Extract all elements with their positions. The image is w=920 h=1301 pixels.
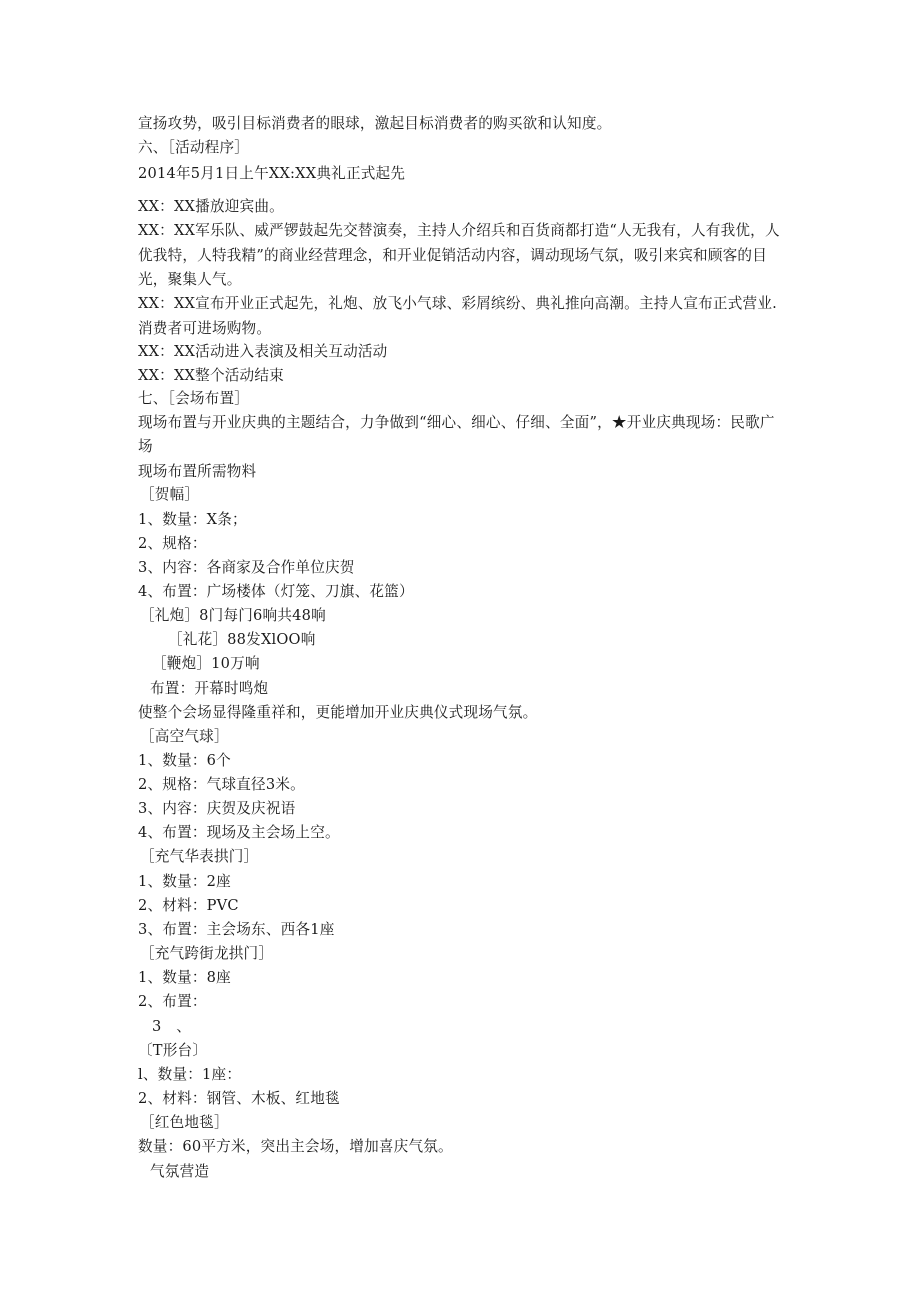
subheading: ［红色地毯］ <box>140 1114 229 1131</box>
subheading: ［贺幅］ <box>140 486 200 503</box>
list-item: 4、布置：现场及主会场上空。 <box>138 824 340 841</box>
list-item: l、数量：1座： <box>138 1066 242 1083</box>
subheading: 〔T形台〕 <box>138 1042 208 1059</box>
list-item: 2、规格：气球直径3米。 <box>138 776 305 793</box>
schedule-line: XX：XX播放迎宾曲。 <box>138 198 284 215</box>
list-item: 4、布置：广场楼体（灯笼、刀旗、花篮） <box>138 583 414 600</box>
list-item: 3、内容：庆贺及庆祝语 <box>138 800 296 817</box>
subheading: ［高空气球］ <box>140 728 229 745</box>
subheading: ［鞭炮］10万响 <box>152 655 260 672</box>
list-item: 1、数量：X条； <box>138 511 247 528</box>
subheading: ［充气跨街龙拱门］ <box>140 945 274 962</box>
schedule-paragraph: XX：XX军乐队、威严锣鼓起先交替演奏，主持人介绍兵和百货商都打造“人无我有，人有我优，人优我特，人特我精”的商业经营理念，和开业促销活动内容，调动现场气氛，吸引来宾和顾客的目光，聚集人气。 <box>138 222 780 288</box>
paragraph-line: 宣扬攻势，吸引目标消费者的眼球，激起目标消费者的购买欲和认知度。 <box>138 115 612 132</box>
list-item: 2、材料：钢管、木板、红地毯 <box>138 1090 340 1107</box>
list-item: 1、数量：8座 <box>138 969 231 986</box>
list-item: 1、数量：6个 <box>138 752 231 769</box>
section-heading-activity-program: 六、［活动程序］ <box>138 139 250 156</box>
section-heading-venue-layout: 七、［会场布置］ <box>138 390 250 407</box>
paragraph: 现场布置与开业庆典的主题结合，力争做到“细心、细心、仔细、全面”，★开业庆典现场：民歌广场 <box>138 414 775 455</box>
subheading: ［充气华表拱门］ <box>140 848 259 865</box>
paragraph-line: 气氛营造 <box>150 1163 210 1180</box>
schedule-line: XX：XX活动进入表演及相关互动活动 <box>138 343 388 360</box>
paragraph-line: 布置：开幕时鸣炮 <box>150 680 269 697</box>
list-item: 3 、 <box>152 1018 192 1035</box>
subheading: ［礼炮］8门每门6响共48响 <box>140 607 326 624</box>
list-item: 3、内容：各商家及合作单位庆贺 <box>138 559 355 576</box>
paragraph-line: 数量：60平方米，突出主会场，增加喜庆气氛。 <box>138 1138 453 1155</box>
list-item: 2、规格： <box>138 535 207 552</box>
schedule-paragraph: XX：XX宣布开业正式起先，礼炮、放飞小气球、彩屑缤纷、典礼推向高潮。主持人宣布正式营业. 消费者可进场购物。 <box>138 295 777 337</box>
list-item: 2、布置： <box>138 993 207 1010</box>
list-item: 3、布置：主会场东、西各1座 <box>138 921 335 938</box>
schedule-line: 2014年5月1日上午XX:XX典礼正式起先 <box>138 165 406 182</box>
paragraph-line: 现场布置所需物料 <box>138 463 257 480</box>
list-item: 1、数量：2座 <box>138 873 231 890</box>
list-item: 2、材料：PVC <box>138 897 239 914</box>
schedule-line: XX：XX整个活动结束 <box>138 367 284 384</box>
subheading: ［礼花］88发XlOO响 <box>168 631 316 648</box>
paragraph-line: 使整个会场显得隆重祥和，更能增加开业庆典仪式现场气氛。 <box>138 704 538 721</box>
